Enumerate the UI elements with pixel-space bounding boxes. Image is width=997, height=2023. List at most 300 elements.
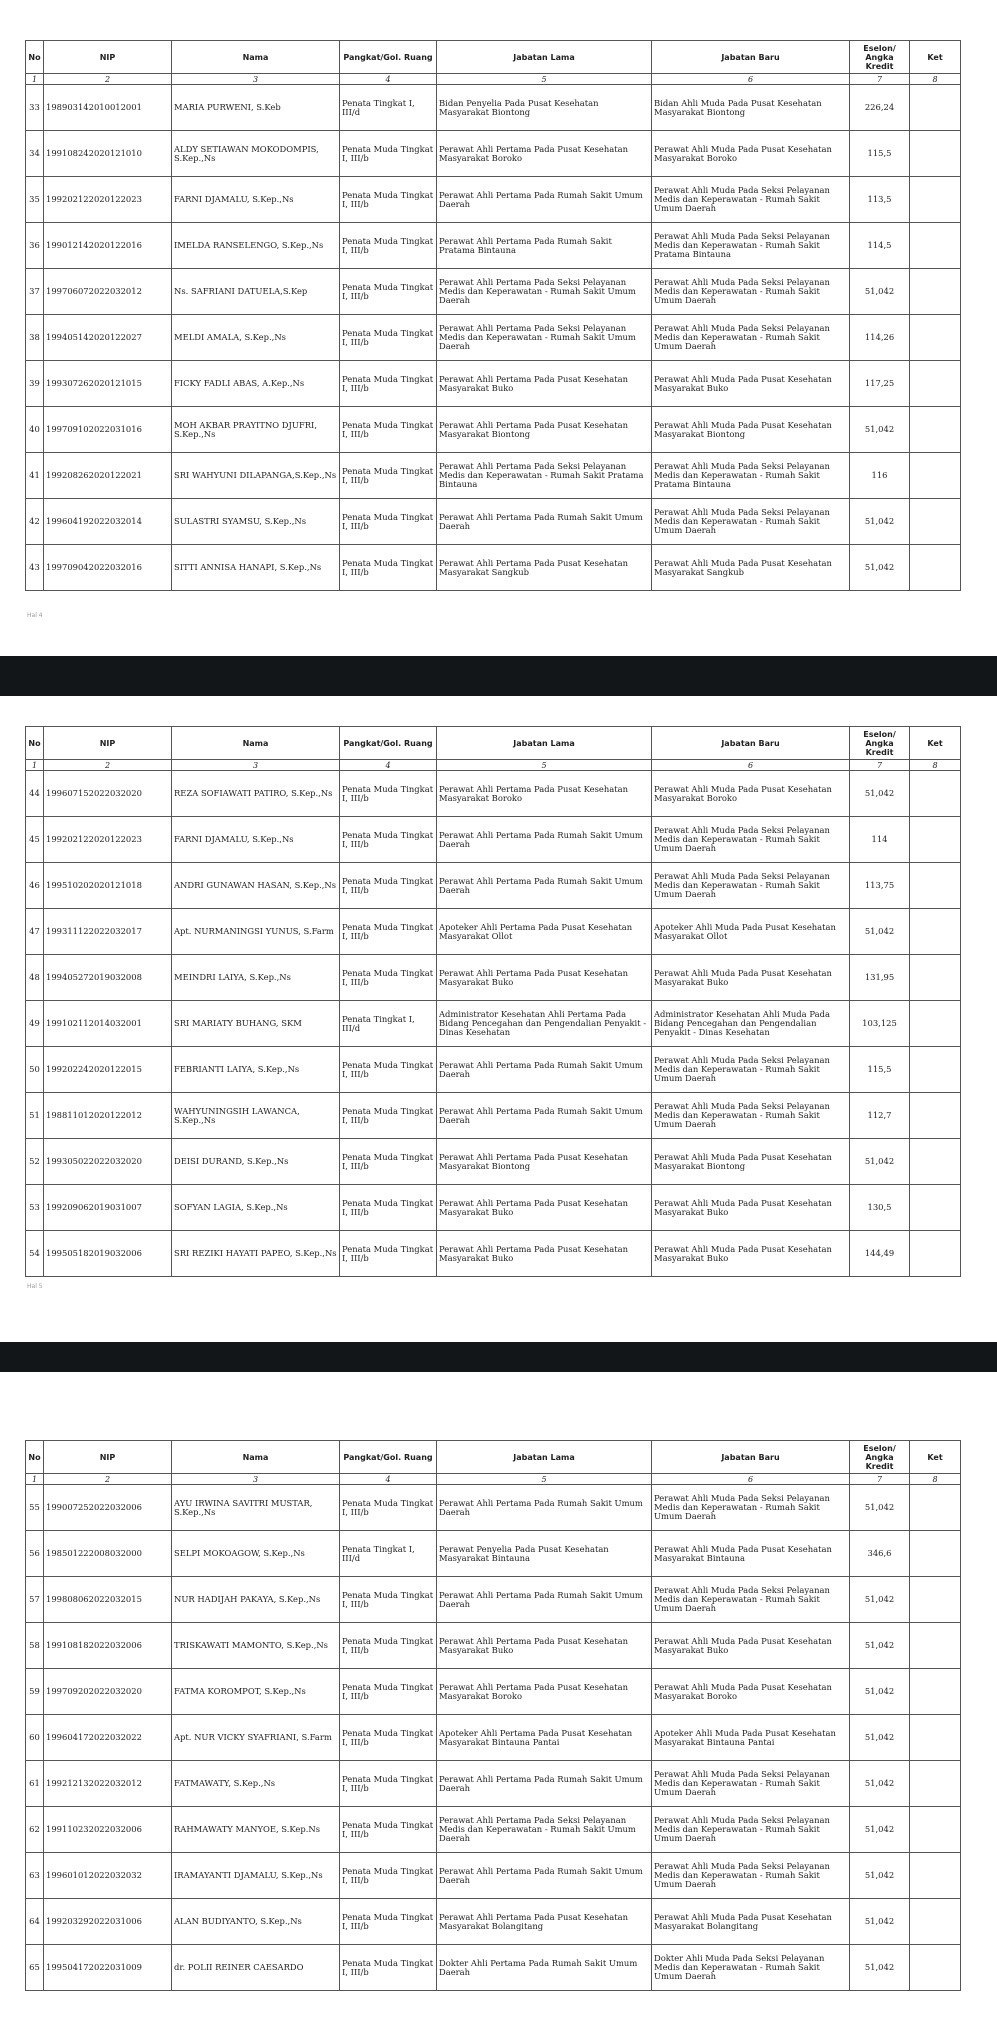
table-row <box>26 1047 961 1093</box>
column-number: 1 <box>26 74 44 85</box>
column-header: Nama <box>172 727 340 760</box>
cell-nip: 199604192022032014 <box>44 499 172 545</box>
cell-row-number: 44 <box>26 771 44 817</box>
cell-credit: 51,042 <box>850 1485 910 1531</box>
cell-nip: 199108182022032006 <box>44 1623 172 1669</box>
cell-name: MARIA PURWENI, S.Keb <box>172 85 340 131</box>
cell-old-position: Perawat Ahli Pertama Pada Rumah Sakit Umum Daerah <box>437 1577 652 1623</box>
cell-old-position: Administrator Kesehatan Ahli Pertama Pada Bidang Pencegahan dan Pengendalian Penyakit - Dinas Kesehatan <box>437 1001 652 1047</box>
table-row <box>26 1577 961 1623</box>
cell-name: SULASTRI SYAMSU, S.Kep.,Ns <box>172 499 340 545</box>
cell-note <box>910 1853 961 1899</box>
cell-old-position: Perawat Ahli Pertama Pada Rumah Sakit Umum Daerah <box>437 499 652 545</box>
cell-new-position: Perawat Ahli Muda Pada Pusat Kesehatan Masyarakat Buko <box>652 1623 850 1669</box>
cell-new-position: Perawat Ahli Muda Pada Pusat Kesehatan Masyarakat Bolangitang <box>652 1899 850 1945</box>
cell-name: Apt. NURMANINGSI YUNUS, S.Farm <box>172 909 340 955</box>
cell-rank: Penata Muda Tingkat I, III/b <box>340 499 437 545</box>
column-header: Jabatan Baru <box>652 41 850 74</box>
cell-nip: 199709042022032016 <box>44 545 172 591</box>
cell-rank: Penata Tingkat I, III/d <box>340 85 437 131</box>
table-row <box>26 1231 961 1277</box>
table-row <box>26 1139 961 1185</box>
cell-nip: 199706072022032012 <box>44 269 172 315</box>
cell-nip: 199709102022031016 <box>44 407 172 453</box>
cell-note <box>910 1001 961 1047</box>
cell-note <box>910 817 961 863</box>
cell-note <box>910 1231 961 1277</box>
cell-credit: 51,042 <box>850 1577 910 1623</box>
column-number: 2 <box>44 1474 172 1485</box>
cell-nip: 199607152022032020 <box>44 771 172 817</box>
table-row <box>26 955 961 1001</box>
cell-credit: 51,042 <box>850 545 910 591</box>
cell-name: MELDI AMALA, S.Kep.,Ns <box>172 315 340 361</box>
cell-credit: 114,26 <box>850 315 910 361</box>
cell-rank: Penata Muda Tingkat I, III/b <box>340 1093 437 1139</box>
cell-note <box>910 1139 961 1185</box>
table-row <box>26 909 961 955</box>
personnel-table <box>25 1440 961 1991</box>
column-number: 5 <box>437 1474 652 1485</box>
cell-note <box>910 499 961 545</box>
cell-nip: 199007252022032006 <box>44 1485 172 1531</box>
cell-old-position: Perawat Ahli Pertama Pada Pusat Kesehatan Masyarakat Boroko <box>437 1669 652 1715</box>
cell-rank: Penata Muda Tingkat I, III/b <box>340 223 437 269</box>
cell-nip: 199108242020121010 <box>44 131 172 177</box>
cell-credit: 113,5 <box>850 177 910 223</box>
cell-note <box>910 315 961 361</box>
cell-nip: 199202242020122015 <box>44 1047 172 1093</box>
cell-credit: 51,042 <box>850 1623 910 1669</box>
cell-note <box>910 131 961 177</box>
cell-rank: Penata Muda Tingkat I, III/b <box>340 1623 437 1669</box>
cell-name: AYU IRWINA SAVITRI MUSTAR, S.Kep.,Ns <box>172 1485 340 1531</box>
cell-nip: 199305022022032020 <box>44 1139 172 1185</box>
column-header: Pangkat/Gol. Ruang <box>340 727 437 760</box>
cell-new-position: Perawat Ahli Muda Pada Seksi Pelayanan Medis dan Keperawatan - Rumah Sakit Pratama Bintauna <box>652 453 850 499</box>
table-row <box>26 177 961 223</box>
cell-note <box>910 955 961 1001</box>
cell-rank: Penata Muda Tingkat I, III/b <box>340 1047 437 1093</box>
column-number-row <box>26 760 961 771</box>
cell-name: IMELDA RANSELENGO, S.Kep.,Ns <box>172 223 340 269</box>
cell-name: SOFYAN LAGIA, S.Kep.,Ns <box>172 1185 340 1231</box>
cell-nip: 199102112014032001 <box>44 1001 172 1047</box>
cell-old-position: Perawat Ahli Pertama Pada Pusat Kesehatan Masyarakat Biontong <box>437 1139 652 1185</box>
table-row <box>26 1807 961 1853</box>
cell-name: FARNI DJAMALU, S.Kep.,Ns <box>172 817 340 863</box>
cell-note <box>910 85 961 131</box>
cell-note <box>910 269 961 315</box>
cell-name: REZA SOFIAWATI PATIRO, S.Kep.,Ns <box>172 771 340 817</box>
personnel-table <box>25 726 961 1277</box>
column-number: 5 <box>437 760 652 771</box>
cell-old-position: Perawat Ahli Pertama Pada Pusat Kesehatan Masyarakat Buko <box>437 1623 652 1669</box>
cell-name: RAHMAWATY MANYOE, S.Kep.Ns <box>172 1807 340 1853</box>
table-row <box>26 85 961 131</box>
cell-note <box>910 1531 961 1577</box>
cell-old-position: Perawat Ahli Pertama Pada Rumah Sakit Umum Daerah <box>437 177 652 223</box>
cell-new-position: Perawat Ahli Muda Pada Seksi Pelayanan Medis dan Keperawatan - Rumah Sakit Umum Daerah <box>652 1093 850 1139</box>
table-row <box>26 269 961 315</box>
column-number: 6 <box>652 74 850 85</box>
cell-note <box>910 361 961 407</box>
table-row <box>26 1093 961 1139</box>
column-number-row <box>26 1474 961 1485</box>
cell-note <box>910 1623 961 1669</box>
cell-row-number: 37 <box>26 269 44 315</box>
table-row <box>26 1853 961 1899</box>
cell-new-position: Perawat Ahli Muda Pada Pusat Kesehatan Masyarakat Buko <box>652 1185 850 1231</box>
cell-old-position: Apoteker Ahli Pertama Pada Pusat Kesehatan Masyarakat Bintauna Pantai <box>437 1715 652 1761</box>
column-number-row <box>26 74 961 85</box>
cell-rank: Penata Muda Tingkat I, III/b <box>340 361 437 407</box>
column-header: NIP <box>44 727 172 760</box>
cell-note <box>910 1899 961 1945</box>
cell-rank: Penata Muda Tingkat I, III/b <box>340 1669 437 1715</box>
cell-old-position: Perawat Ahli Pertama Pada Pusat Kesehatan Masyarakat Sangkub <box>437 545 652 591</box>
cell-old-position: Perawat Ahli Pertama Pada Rumah Sakit Umum Daerah <box>437 1485 652 1531</box>
header-row <box>26 1441 961 1474</box>
column-header: Eselon/ Angka Kredit <box>850 727 910 760</box>
cell-row-number: 35 <box>26 177 44 223</box>
cell-old-position: Perawat Ahli Pertama Pada Pusat Kesehatan Masyarakat Buko <box>437 955 652 1001</box>
cell-old-position: Perawat Ahli Pertama Pada Rumah Sakit Umum Daerah <box>437 817 652 863</box>
cell-credit: 130,5 <box>850 1185 910 1231</box>
cell-row-number: 63 <box>26 1853 44 1899</box>
column-header: No <box>26 41 44 74</box>
cell-row-number: 46 <box>26 863 44 909</box>
cell-rank: Penata Muda Tingkat I, III/b <box>340 1853 437 1899</box>
cell-row-number: 57 <box>26 1577 44 1623</box>
cell-name: FEBRIANTI LAIYA, S.Kep.,Ns <box>172 1047 340 1093</box>
column-header: NIP <box>44 1441 172 1474</box>
cell-name: FICKY FADLI ABAS, A.Kep.,Ns <box>172 361 340 407</box>
column-header: Ket <box>910 1441 961 1474</box>
cell-credit: 51,042 <box>850 499 910 545</box>
cell-credit: 51,042 <box>850 1761 910 1807</box>
document-page-2 <box>0 696 997 1342</box>
cell-rank: Penata Muda Tingkat I, III/b <box>340 1139 437 1185</box>
cell-row-number: 59 <box>26 1669 44 1715</box>
cell-old-position: Perawat Ahli Pertama Pada Pusat Kesehatan Masyarakat Boroko <box>437 131 652 177</box>
column-number: 7 <box>850 1474 910 1485</box>
cell-rank: Penata Muda Tingkat I, III/b <box>340 1577 437 1623</box>
cell-nip: 199505182019032006 <box>44 1231 172 1277</box>
cell-old-position: Perawat Ahli Pertama Pada Rumah Sakit Umum Daerah <box>437 1761 652 1807</box>
cell-row-number: 41 <box>26 453 44 499</box>
cell-row-number: 34 <box>26 131 44 177</box>
cell-new-position: Perawat Ahli Muda Pada Seksi Pelayanan Medis dan Keperawatan - Rumah Sakit Umum Daerah <box>652 863 850 909</box>
cell-note <box>910 1807 961 1853</box>
cell-name: WAHYUNINGSIH LAWANCA, S.Kep.,Ns <box>172 1093 340 1139</box>
cell-name: ANDRI GUNAWAN HASAN, S.Kep.,Ns <box>172 863 340 909</box>
table-row <box>26 499 961 545</box>
cell-new-position: Perawat Ahli Muda Pada Pusat Kesehatan Masyarakat Sangkub <box>652 545 850 591</box>
cell-rank: Penata Muda Tingkat I, III/b <box>340 771 437 817</box>
cell-credit: 115,5 <box>850 1047 910 1093</box>
column-number: 5 <box>437 74 652 85</box>
column-number: 7 <box>850 760 910 771</box>
column-header: No <box>26 1441 44 1474</box>
cell-rank: Penata Muda Tingkat I, III/b <box>340 1185 437 1231</box>
cell-note <box>910 453 961 499</box>
cell-new-position: Perawat Ahli Muda Pada Seksi Pelayanan Medis dan Keperawatan - Rumah Sakit Umum Daerah <box>652 1485 850 1531</box>
cell-rank: Penata Muda Tingkat I, III/b <box>340 545 437 591</box>
cell-nip: 199709202022032020 <box>44 1669 172 1715</box>
column-header: Nama <box>172 41 340 74</box>
cell-rank: Penata Muda Tingkat I, III/b <box>340 955 437 1001</box>
cell-old-position: Perawat Ahli Pertama Pada Pusat Kesehatan Masyarakat Biontong <box>437 407 652 453</box>
cell-note <box>910 771 961 817</box>
cell-rank: Penata Muda Tingkat I, III/b <box>340 1899 437 1945</box>
column-number: 8 <box>910 74 961 85</box>
cell-row-number: 45 <box>26 817 44 863</box>
cell-credit: 51,042 <box>850 1899 910 1945</box>
cell-new-position: Perawat Ahli Muda Pada Pusat Kesehatan Masyarakat Biontong <box>652 407 850 453</box>
cell-new-position: Perawat Ahli Muda Pada Pusat Kesehatan Masyarakat Boroko <box>652 771 850 817</box>
cell-new-position: Perawat Ahli Muda Pada Seksi Pelayanan Medis dan Keperawatan - Rumah Sakit Umum Daerah <box>652 1853 850 1899</box>
cell-old-position: Perawat Ahli Pertama Pada Pusat Kesehatan Masyarakat Buko <box>437 361 652 407</box>
cell-old-position: Perawat Ahli Pertama Pada Pusat Kesehatan Masyarakat Boroko <box>437 771 652 817</box>
cell-rank: Penata Muda Tingkat I, III/b <box>340 131 437 177</box>
cell-credit: 115,5 <box>850 131 910 177</box>
cell-row-number: 48 <box>26 955 44 1001</box>
cell-old-position: Perawat Ahli Pertama Pada Pusat Kesehatan Masyarakat Bolangitang <box>437 1899 652 1945</box>
cell-credit: 226,24 <box>850 85 910 131</box>
cell-rank: Penata Muda Tingkat I, III/b <box>340 1807 437 1853</box>
cell-credit: 51,042 <box>850 269 910 315</box>
document-page-1 <box>0 0 997 656</box>
cell-new-position: Perawat Ahli Muda Pada Pusat Kesehatan Masyarakat Bintauna <box>652 1531 850 1577</box>
cell-row-number: 52 <box>26 1139 44 1185</box>
cell-row-number: 39 <box>26 361 44 407</box>
column-header: Pangkat/Gol. Ruang <box>340 1441 437 1474</box>
cell-nip: 198903142010012001 <box>44 85 172 131</box>
column-number: 6 <box>652 1474 850 1485</box>
cell-old-position: Perawat Penyelia Pada Pusat Kesehatan Masyarakat Bintauna <box>437 1531 652 1577</box>
cell-nip: 198501222008032000 <box>44 1531 172 1577</box>
table-row <box>26 1669 961 1715</box>
document-page-3 <box>0 1372 997 2023</box>
table-row <box>26 361 961 407</box>
cell-old-position: Bidan Penyelia Pada Pusat Kesehatan Masyarakat Biontong <box>437 85 652 131</box>
cell-rank: Penata Tingkat I, III/d <box>340 1531 437 1577</box>
column-header: Jabatan Lama <box>437 1441 652 1474</box>
cell-old-position: Perawat Ahli Pertama Pada Rumah Sakit Umum Daerah <box>437 863 652 909</box>
cell-credit: 113,75 <box>850 863 910 909</box>
column-header: Eselon/ Angka Kredit <box>850 41 910 74</box>
cell-note <box>910 1577 961 1623</box>
column-number: 4 <box>340 1474 437 1485</box>
cell-rank: Penata Muda Tingkat I, III/b <box>340 1485 437 1531</box>
cell-nip: 199202122020122023 <box>44 177 172 223</box>
table-row <box>26 1531 961 1577</box>
cell-name: MEINDRI LAIYA, S.Kep.,Ns <box>172 955 340 1001</box>
cell-new-position: Administrator Kesehatan Ahli Muda Pada Bidang Pencegahan dan Pengendalian Penyakit - Dinas Kesehatan <box>652 1001 850 1047</box>
cell-nip: 199604172022032022 <box>44 1715 172 1761</box>
cell-note <box>910 863 961 909</box>
cell-name: ALDY SETIAWAN MOKODOMPIS, S.Kep.,Ns <box>172 131 340 177</box>
page-number-footer: Hal 4 <box>27 612 43 619</box>
cell-note <box>910 1185 961 1231</box>
cell-new-position: Perawat Ahli Muda Pada Seksi Pelayanan Medis dan Keperawatan - Rumah Sakit Umum Daerah <box>652 269 850 315</box>
cell-row-number: 40 <box>26 407 44 453</box>
table-row <box>26 1185 961 1231</box>
cell-new-position: Perawat Ahli Muda Pada Seksi Pelayanan Medis dan Keperawatan - Rumah Sakit Umum Daerah <box>652 1807 850 1853</box>
cell-new-position: Apoteker Ahli Muda Pada Pusat Kesehatan Masyarakat Ollot <box>652 909 850 955</box>
cell-name: FARNI DJAMALU, S.Kep.,Ns <box>172 177 340 223</box>
cell-note <box>910 909 961 955</box>
cell-old-position: Perawat Ahli Pertama Pada Pusat Kesehatan Masyarakat Buko <box>437 1231 652 1277</box>
cell-note <box>910 1761 961 1807</box>
cell-name: SITTI ANNISA HANAPI, S.Kep.,Ns <box>172 545 340 591</box>
cell-old-position: Perawat Ahli Pertama Pada Seksi Pelayanan Medis dan Keperawatan - Rumah Sakit Umum Daerah <box>437 315 652 361</box>
cell-note <box>910 223 961 269</box>
cell-new-position: Perawat Ahli Muda Pada Pusat Kesehatan Masyarakat Biontong <box>652 1139 850 1185</box>
table-row <box>26 1001 961 1047</box>
cell-row-number: 62 <box>26 1807 44 1853</box>
column-number: 8 <box>910 1474 961 1485</box>
cell-name: SRI REZIKI HAYATI PAPEO, S.Kep.,Ns <box>172 1231 340 1277</box>
cell-new-position: Perawat Ahli Muda Pada Seksi Pelayanan Medis dan Keperawatan - Rumah Sakit Umum Daerah <box>652 315 850 361</box>
cell-row-number: 54 <box>26 1231 44 1277</box>
cell-row-number: 65 <box>26 1945 44 1991</box>
cell-new-position: Perawat Ahli Muda Pada Seksi Pelayanan Medis dan Keperawatan - Rumah Sakit Umum Daerah <box>652 177 850 223</box>
cell-rank: Penata Muda Tingkat I, III/b <box>340 315 437 361</box>
cell-name: SRI MARIATY BUHANG, SKM <box>172 1001 340 1047</box>
cell-new-position: Bidan Ahli Muda Pada Pusat Kesehatan Masyarakat Biontong <box>652 85 850 131</box>
cell-note <box>910 407 961 453</box>
cell-row-number: 42 <box>26 499 44 545</box>
cell-credit: 51,042 <box>850 1669 910 1715</box>
cell-new-position: Perawat Ahli Muda Pada Pusat Kesehatan Masyarakat Buko <box>652 361 850 407</box>
cell-note <box>910 1945 961 1991</box>
cell-old-position: Perawat Ahli Pertama Pada Pusat Kesehatan Masyarakat Buko <box>437 1185 652 1231</box>
column-number: 2 <box>44 74 172 85</box>
column-number: 3 <box>172 74 340 85</box>
column-number: 7 <box>850 74 910 85</box>
cell-rank: Penata Muda Tingkat I, III/b <box>340 407 437 453</box>
cell-nip: 199307262020121015 <box>44 361 172 407</box>
cell-old-position: Perawat Ahli Pertama Pada Seksi Pelayanan Medis dan Keperawatan - Rumah Sakit Umum Daerah <box>437 1807 652 1853</box>
column-header: Ket <box>910 727 961 760</box>
cell-rank: Penata Muda Tingkat I, III/b <box>340 1715 437 1761</box>
cell-new-position: Perawat Ahli Muda Pada Seksi Pelayanan Medis dan Keperawatan - Rumah Sakit Umum Daerah <box>652 1761 850 1807</box>
cell-new-position: Perawat Ahli Muda Pada Pusat Kesehatan Masyarakat Boroko <box>652 1669 850 1715</box>
cell-row-number: 43 <box>26 545 44 591</box>
cell-name: ALAN BUDIYANTO, S.Kep.,Ns <box>172 1899 340 1945</box>
cell-credit: 131,95 <box>850 955 910 1001</box>
cell-rank: Penata Muda Tingkat I, III/b <box>340 177 437 223</box>
cell-row-number: 33 <box>26 85 44 131</box>
cell-nip: 199405142020122027 <box>44 315 172 361</box>
cell-row-number: 49 <box>26 1001 44 1047</box>
table-row <box>26 407 961 453</box>
cell-name: SRI WAHYUNI DILAPANGA,S.Kep.,Ns <box>172 453 340 499</box>
column-header: Nama <box>172 1441 340 1474</box>
cell-nip: 199504172022031009 <box>44 1945 172 1991</box>
cell-old-position: Apoteker Ahli Pertama Pada Pusat Kesehatan Masyarakat Ollot <box>437 909 652 955</box>
cell-nip: 199311122022032017 <box>44 909 172 955</box>
column-header: Jabatan Baru <box>652 727 850 760</box>
cell-name: dr. POLII REINER CAESARDO <box>172 1945 340 1991</box>
cell-name: SELPI MOKOAGOW, S.Kep.,Ns <box>172 1531 340 1577</box>
cell-row-number: 61 <box>26 1761 44 1807</box>
cell-new-position: Perawat Ahli Muda Pada Pusat Kesehatan Masyarakat Boroko <box>652 131 850 177</box>
column-header: Jabatan Baru <box>652 1441 850 1474</box>
table-row <box>26 545 961 591</box>
cell-name: TRISKAWATI MAMONTO, S.Kep.,Ns <box>172 1623 340 1669</box>
page-number-footer: Hal 5 <box>27 1283 43 1290</box>
cell-name: Ns. SAFRIANI DATUELA,S.Kep <box>172 269 340 315</box>
cell-new-position: Apoteker Ahli Muda Pada Pusat Kesehatan Masyarakat Bintauna Pantai <box>652 1715 850 1761</box>
table-row <box>26 1761 961 1807</box>
cell-nip: 199212132022032012 <box>44 1761 172 1807</box>
column-number: 4 <box>340 74 437 85</box>
cell-rank: Penata Tingkat I, III/d <box>340 1001 437 1047</box>
table-row <box>26 223 961 269</box>
cell-name: NUR HADIJAH PAKAYA, S.Kep.,Ns <box>172 1577 340 1623</box>
cell-new-position: Perawat Ahli Muda Pada Seksi Pelayanan Medis dan Keperawatan - Rumah Sakit Pratama Bintauna <box>652 223 850 269</box>
cell-old-position: Perawat Ahli Pertama Pada Rumah Sakit Umum Daerah <box>437 1093 652 1139</box>
cell-row-number: 50 <box>26 1047 44 1093</box>
column-header: No <box>26 727 44 760</box>
cell-new-position: Perawat Ahli Muda Pada Seksi Pelayanan Medis dan Keperawatan - Rumah Sakit Umum Daerah <box>652 1047 850 1093</box>
cell-name: Apt. NUR VICKY SYAFRIANI, S.Farm <box>172 1715 340 1761</box>
cell-note <box>910 1093 961 1139</box>
cell-nip: 199012142020122016 <box>44 223 172 269</box>
column-header: NIP <box>44 41 172 74</box>
cell-credit: 114,5 <box>850 223 910 269</box>
cell-credit: 103,125 <box>850 1001 910 1047</box>
cell-new-position: Perawat Ahli Muda Pada Pusat Kesehatan Masyarakat Buko <box>652 1231 850 1277</box>
column-header: Eselon/ Angka Kredit <box>850 1441 910 1474</box>
cell-note <box>910 1047 961 1093</box>
header-row <box>26 41 961 74</box>
cell-nip: 199110232022032006 <box>44 1807 172 1853</box>
cell-nip: 199601012022032032 <box>44 1853 172 1899</box>
cell-credit: 51,042 <box>850 1715 910 1761</box>
column-header: Ket <box>910 41 961 74</box>
cell-name: FATMAWATY, S.Kep.,Ns <box>172 1761 340 1807</box>
cell-credit: 51,042 <box>850 771 910 817</box>
column-number: 1 <box>26 760 44 771</box>
cell-new-position: Perawat Ahli Muda Pada Pusat Kesehatan Masyarakat Buko <box>652 955 850 1001</box>
cell-name: MOH AKBAR PRAYITNO DJUFRI, S.Kep.,Ns <box>172 407 340 453</box>
column-number: 6 <box>652 760 850 771</box>
cell-row-number: 51 <box>26 1093 44 1139</box>
cell-credit: 117,25 <box>850 361 910 407</box>
cell-credit: 114 <box>850 817 910 863</box>
cell-old-position: Perawat Ahli Pertama Pada Seksi Pelayanan Medis dan Keperawatan - Rumah Sakit Pratama Bintauna <box>437 453 652 499</box>
page-divider <box>0 656 997 696</box>
table-row <box>26 1623 961 1669</box>
cell-note <box>910 1669 961 1715</box>
column-number: 2 <box>44 760 172 771</box>
cell-nip: 199405272019032008 <box>44 955 172 1001</box>
cell-rank: Penata Muda Tingkat I, III/b <box>340 863 437 909</box>
cell-new-position: Perawat Ahli Muda Pada Seksi Pelayanan Medis dan Keperawatan - Rumah Sakit Umum Daerah <box>652 817 850 863</box>
column-header: Jabatan Lama <box>437 727 652 760</box>
column-number: 3 <box>172 1474 340 1485</box>
cell-rank: Penata Muda Tingkat I, III/b <box>340 269 437 315</box>
column-header: Jabatan Lama <box>437 41 652 74</box>
header-row <box>26 727 961 760</box>
cell-row-number: 56 <box>26 1531 44 1577</box>
cell-nip: 199510202020121018 <box>44 863 172 909</box>
cell-nip: 198811012020122012 <box>44 1093 172 1139</box>
